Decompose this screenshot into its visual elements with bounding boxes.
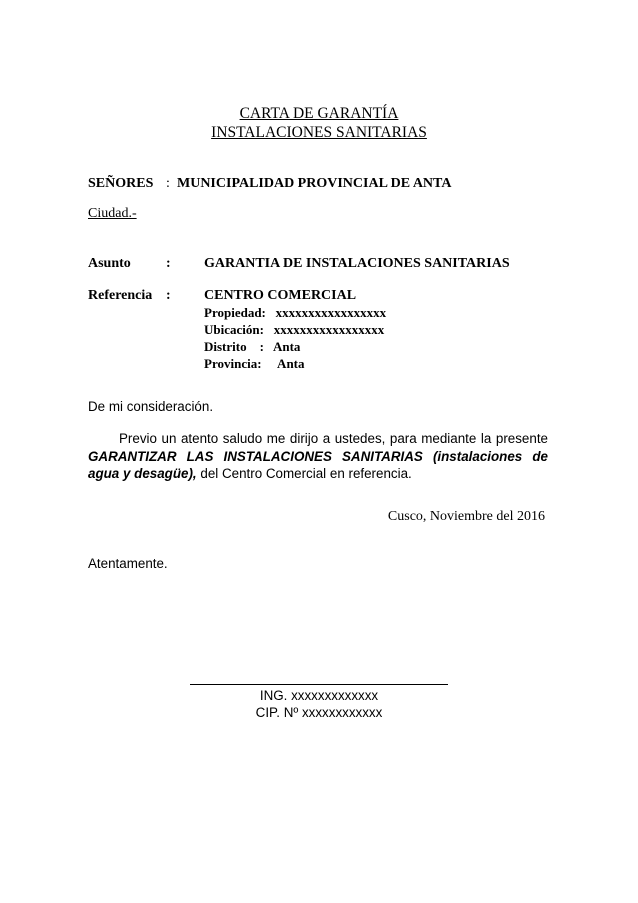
signature-line	[190, 684, 448, 685]
body-paragraph	[88, 430, 548, 483]
recipient-city: Ciudad.-	[88, 206, 137, 221]
referencia-label: Referencia	[88, 288, 153, 303]
greeting: De mi consideración.	[88, 399, 214, 414]
closing: Atentamente.	[88, 556, 168, 571]
asunto-value: GARANTIA DE INSTALACIONES SANITARIAS	[204, 256, 510, 271]
signature-name: ING. xxxxxxxxxxxxx	[259, 688, 379, 703]
recipient-label: SEÑORES	[88, 176, 154, 191]
referencia-separator: :	[166, 288, 171, 303]
place-date: Cusco, Noviembre del 2016	[387, 509, 545, 524]
referencia-value: CENTRO COMERCIAL	[204, 288, 357, 303]
body-paragraph-end: del Centro Comercial en referencia.	[196, 466, 412, 481]
referencia-detail-provincia: Provincia: Anta	[204, 356, 305, 371]
referencia-detail-ubicacion: Ubicación: xxxxxxxxxxxxxxxxx	[204, 322, 385, 337]
body-paragraph-emphasis: GARANTIZAR LAS INSTALACIONES SANITARIAS (instalaciones de agua y desagüe),	[88, 448, 548, 481]
referencia-detail-distrito: Distrito : Anta	[204, 339, 301, 354]
recipient-name: MUNICIPALIDAD PROVINCIAL DE ANTA	[177, 176, 452, 191]
asunto-separator: :	[166, 256, 171, 271]
body-paragraph-start: Previo un atento saludo me dirijo a ustedes, para mediante la presente	[119, 431, 548, 446]
recipient-separator: :	[166, 176, 170, 191]
letter-title: CARTA DE GARANTÍA	[239, 105, 399, 122]
signature-cip: CIP. Nº xxxxxxxxxxxx	[255, 705, 383, 720]
referencia-detail-propiedad: Propiedad: xxxxxxxxxxxxxxxxx	[204, 305, 387, 320]
asunto-label: Asunto	[88, 256, 131, 271]
letter-subtitle: INSTALACIONES SANITARIAS	[211, 124, 427, 141]
